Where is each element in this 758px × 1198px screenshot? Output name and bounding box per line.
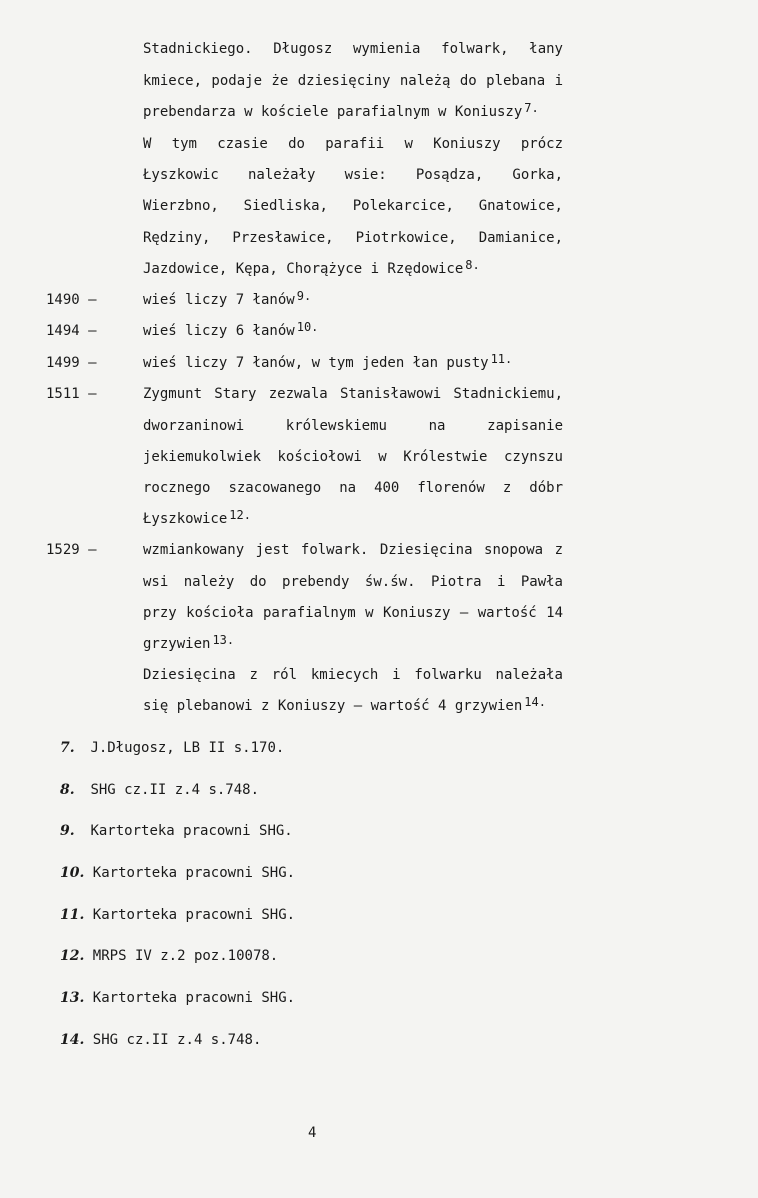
footnote [60,739,284,757]
body-line: Rędziny, Przesławice, Piotrkowice, Damianice, [143,230,563,246]
entry-year: 1490 – [46,292,97,308]
entry-line: Łyszkowice $^{12.}$ [143,508,251,527]
footnote-text: MRPS IV z.2 poz.10078. [92,948,279,964]
entry-line: jekiemukolwiek kościołowi w Królestwie czynszu [143,449,563,465]
body-line: kmiece, podaje że dziesięciny należą do plebana i [143,73,563,89]
footnote [60,864,295,882]
footnote-text: J.Długosz, LB II s.170. [90,740,285,756]
entry-line: wieś liczy 7 łanów $^{9.}$ [143,289,312,308]
footnote [60,906,295,924]
footnote-number: 9. [60,823,75,839]
footnote-text: Kartorteka pracowni SHG. [92,865,296,881]
entry-line: wieś liczy 6 łanów $^{10.}$ [143,320,319,339]
footnote [60,989,295,1007]
body-line: Stadnickiego. Długosz wymienia folwark, łany [143,41,563,57]
entry-year: 1511 – [46,386,97,402]
footnote-text: SHG cz.II z.4 s.748. [90,782,260,798]
footnote-ref: 11. [490,352,513,366]
body-line: Łyszkowic należały wsie: Posądza, Gorka, [143,167,563,183]
footnote-ref: 9. [296,289,312,303]
body-line: W tym czasie do parafii w Koniuszy prócz [143,136,563,152]
body-line: Wierzbno, Siedliska, Polekarcice, Gnatowice, [143,198,563,214]
footnote-ref: 8. [465,258,480,272]
footnote-number: 14. [60,1032,85,1048]
footnote-text: Kartorteka pracowni SHG. [90,823,293,839]
footnote-ref: 13. [212,633,235,647]
entry-year: 1529 – [46,542,97,558]
entry-line: wsi należy do prebendy św.św. Piotra i Pawła [143,574,563,590]
body-line: prebendarza w kościele parafialnym w Koniuszy $^{7.}$ [143,101,539,120]
entry-line: rocznego szacowanego na 400 florenów z dóbr [143,480,563,496]
footnote-number: 12. [60,948,85,964]
footnote-number: 10. [60,865,85,881]
footnote-ref: 7. [524,101,539,115]
footnote-number: 13. [60,990,85,1006]
footnote-ref: 10. [296,320,319,334]
entry-line: dworzaninowi królewskiemu na zapisanie [143,418,563,434]
footnote-text: Kartorteka pracowni SHG. [92,907,296,923]
entry-line: przy kościoła parafialnym w Koniuszy – wartość 14 [143,605,563,621]
footnote [60,781,259,799]
entry-year: 1499 – [46,355,97,371]
entry-year: 1494 – [46,323,97,339]
footnote [60,947,278,965]
entry-line: grzywien $^{13.}$ [143,633,235,652]
entry-line: wieś liczy 7 łanów, w tym jeden łan pusty $^{11.}$ [143,352,513,371]
body-line: Jazdowice, Kępa, Chorążyce i Rzędowice $^{8.}$ [143,258,480,277]
footnote-ref: 14. [524,695,546,709]
entry-line: Dziesięcina z ról kmiecych i folwarku należała [143,667,563,683]
footnote-number: 11. [60,907,85,923]
footnote-text: Kartorteka pracowni SHG. [92,990,296,1006]
entry-line: się plebanowi z Koniuszy – wartość 4 grzywien $^{14.}$ [143,695,546,714]
entry-line: Zygmunt Stary zezwala Stanisławowi Stadnickiemu, [143,386,563,402]
footnote-number: 8. [60,782,75,798]
footnote-number: 7. [60,740,75,756]
footnote [60,1031,261,1049]
footnote [60,822,293,840]
page-number: 4 [308,1125,317,1141]
footnote-ref: 12. [229,508,251,522]
footnote-text: SHG cz.II z.4 s.748. [92,1032,262,1048]
entry-line: wzmiankowany jest folwark. Dziesięcina snopowa z [143,542,563,558]
